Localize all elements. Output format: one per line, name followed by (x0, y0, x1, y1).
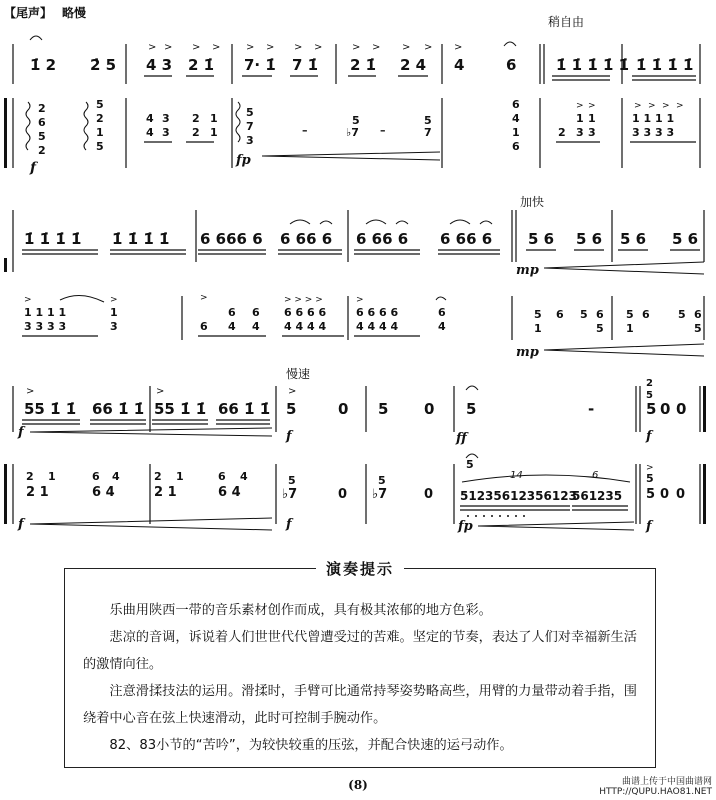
dynamic-mark: fp (236, 153, 251, 168)
note-group: 1̇ 1̇ 1̇ 1̇ (112, 230, 170, 248)
svg-text:>: > (24, 295, 32, 305)
note-group: 6 66 6 (280, 230, 333, 248)
note-group: 0 (676, 400, 687, 418)
svg-text:6: 6 (512, 98, 520, 111)
svg-text:3: 3 (576, 126, 584, 139)
svg-text:1: 1 (210, 126, 218, 139)
svg-text:5: 5 (646, 390, 653, 401)
dynamic-mark: ff (456, 431, 467, 446)
dynamic-mark: f (646, 519, 652, 534)
note-group: - (588, 400, 595, 418)
svg-text:4: 4 (252, 320, 260, 333)
svg-text:1: 1 (48, 470, 56, 483)
svg-text:2: 2 (558, 126, 566, 139)
dynamic-mark: fp (458, 519, 473, 534)
svg-text:>: > (294, 42, 303, 53)
note-group: 6 66 6 (356, 230, 409, 248)
svg-text:3 3 3 3: 3 3 3 3 (632, 126, 675, 139)
dynamic-mark: f (18, 425, 24, 440)
note-group: 2̇ 5 (90, 56, 117, 74)
svg-text:6: 6 (200, 320, 208, 333)
note-group: 66 1̇ 1̇ (218, 400, 271, 418)
note-group: 6 (506, 56, 517, 74)
svg-text:5: 5 (534, 308, 542, 321)
tips-paragraph: 82、83小节的“苦吟”，为较快较重的压弦，并配合快速的运弓动作。 (109, 738, 513, 753)
svg-text:1: 1 (588, 112, 596, 125)
svg-text:2: 2 (26, 470, 34, 483)
svg-text:>: > (352, 42, 361, 53)
svg-text:♭7: ♭7 (346, 126, 359, 139)
svg-text:>: > (266, 42, 275, 53)
note-group: 6 666 6 (200, 230, 263, 248)
tips-title-wrap (65, 558, 655, 579)
svg-text:2: 2 (38, 102, 46, 115)
svg-text:5: 5 (96, 140, 104, 153)
note-group: 5 6 (620, 230, 647, 248)
dynamic-mark: mp (516, 263, 539, 278)
svg-text:>: > (648, 101, 656, 111)
dynamic-mark: f (286, 517, 292, 532)
svg-text:5: 5 (38, 130, 46, 143)
note-group: 1̇ 1̇ 1̇ 1̇ (24, 230, 82, 248)
svg-text:>: > (246, 42, 255, 53)
system-3 (4, 366, 706, 534)
svg-text:6: 6 (596, 308, 604, 321)
svg-text:3: 3 (588, 126, 596, 139)
svg-text:>: > (164, 42, 173, 53)
svg-text:4: 4 (512, 112, 520, 125)
svg-text:5: 5 (424, 114, 432, 127)
note-group: 2 1 (26, 485, 49, 500)
svg-text:3: 3 (246, 134, 254, 147)
svg-text:4: 4 (146, 112, 154, 125)
svg-text:6: 6 (228, 306, 236, 319)
svg-text:6: 6 (252, 306, 260, 319)
svg-text:2: 2 (192, 126, 200, 139)
note-group: 4 3 (146, 56, 173, 74)
note-group: 5 (378, 400, 389, 418)
svg-text:>: > (402, 42, 411, 53)
svg-text:6 6 6 6: 6 6 6 6 (356, 306, 399, 319)
svg-text:5: 5 (96, 98, 104, 111)
page-number: (8) (348, 778, 368, 792)
svg-text:3: 3 (162, 126, 170, 139)
note-group: 6 66 6 (440, 230, 493, 248)
svg-text:5: 5 (646, 472, 654, 485)
svg-text:5: 5 (246, 106, 254, 119)
note-group: 1̇ 2 (30, 56, 57, 74)
svg-text:6: 6 (512, 140, 520, 153)
svg-text:5: 5 (678, 308, 686, 321)
note-group: 7 1̇ (292, 56, 319, 74)
svg-text:4: 4 (228, 320, 236, 333)
note-group: ♭7 (372, 487, 388, 502)
note-group: 5 (646, 400, 657, 418)
svg-text:6 6 6 6: 6 6 6 6 (284, 306, 327, 319)
tips-paragraph: 悲凉的音调，诉说着人们世世代代曾遭受过的苦难。坚定的节奏，表达了人们对幸福新生活的激情向往。 (83, 630, 637, 672)
svg-text:5: 5 (580, 308, 588, 321)
svg-text:6: 6 (556, 308, 564, 321)
svg-text:>: > (314, 42, 323, 53)
note-group: 0 (338, 400, 349, 418)
svg-text:2: 2 (154, 470, 162, 483)
tempo-marking: 略慢 (62, 6, 87, 20)
svg-text:–: – (302, 124, 308, 137)
watermark-line: HTTP://QUPU.HAO81.NET (599, 787, 712, 797)
note-group: 55 1̇ 1̇ (154, 400, 207, 418)
svg-text:>: > (212, 42, 221, 53)
note-group: 0 (660, 487, 670, 502)
svg-text:>: > (288, 386, 297, 397)
note-group: 0 (660, 400, 671, 418)
svg-text:6: 6 (694, 308, 702, 321)
svg-text:5: 5 (466, 458, 474, 471)
svg-text:>: > (372, 42, 381, 53)
svg-text:>: > (200, 293, 208, 303)
svg-text:6: 6 (218, 470, 226, 483)
svg-text:4: 4 (240, 470, 248, 483)
svg-text:4 4 4 4: 4 4 4 4 (284, 320, 327, 333)
svg-text:5: 5 (694, 322, 702, 335)
note-group: 6 4 (92, 485, 115, 500)
svg-text:>: > (156, 386, 165, 397)
note-group: 5 (646, 487, 656, 502)
svg-text:>: > (662, 101, 670, 111)
svg-text:>: > (576, 101, 584, 111)
note-group: 5 (466, 400, 477, 418)
svg-text:5: 5 (596, 322, 604, 335)
svg-text:3: 3 (162, 112, 170, 125)
svg-text:2: 2 (192, 112, 200, 125)
svg-text:>: > (356, 295, 364, 305)
svg-text:>: > (424, 42, 433, 53)
svg-text:3: 3 (110, 320, 118, 333)
svg-text:6: 6 (438, 306, 446, 319)
tempo-slow-marking: 慢速 (286, 367, 311, 381)
svg-text:>: > (148, 42, 157, 53)
svg-text:6: 6 (92, 470, 100, 483)
svg-text:>: > (26, 386, 35, 397)
tips-body (83, 597, 639, 759)
svg-text:5: 5 (352, 114, 360, 127)
note-group: 0 (338, 487, 348, 502)
svg-text:3 3 3 3: 3 3 3 3 (24, 320, 67, 333)
svg-text:>: > (588, 101, 596, 111)
system-2 (4, 194, 704, 360)
note-group: 51235612356123 (460, 489, 577, 503)
svg-text:1: 1 (576, 112, 584, 125)
note-group: 1̇ 1̇ 1̇ 1̇ (636, 56, 694, 74)
svg-text:4: 4 (146, 126, 154, 139)
tips-paragraph: 乐曲用陕西一带的音乐素材创作而成，具有极其浓郁的地方色彩。 (109, 603, 492, 618)
svg-text:2: 2 (38, 144, 46, 157)
svg-text:1: 1 (512, 126, 520, 139)
note-group: ♭7 (282, 487, 298, 502)
tempo-free-marking: 稍自由 (548, 15, 585, 29)
note-group: 1̇ 1̇ 1̇ 1̇ 1̇ (556, 56, 630, 74)
svg-text:>: > (110, 295, 118, 305)
note-group: 0 (676, 487, 686, 502)
svg-text:–: – (380, 124, 386, 137)
tuplet-number: 6 (592, 470, 599, 481)
dynamic-mark: f (30, 160, 37, 176)
svg-text:1: 1 (210, 112, 218, 125)
note-group: 5 6 (528, 230, 555, 248)
svg-text:6: 6 (642, 308, 650, 321)
note-group: 5 (286, 400, 297, 418)
svg-text:1 1 1 1: 1 1 1 1 (632, 112, 675, 125)
dynamic-mark: f (18, 517, 24, 532)
svg-text:5: 5 (288, 474, 296, 487)
watermark-line: 曲谱上传于中国曲谱网 (621, 777, 712, 787)
note-group: 2 1̇ (350, 56, 377, 74)
tuplet-number: 14 (510, 470, 523, 481)
note-group: 561235 (572, 489, 623, 503)
note-group: 5 6 (576, 230, 603, 248)
svg-text:1: 1 (96, 126, 104, 139)
dynamic-mark: f (286, 429, 292, 444)
note-group: 5 6 (672, 230, 699, 248)
system-1 (4, 36, 700, 176)
svg-text:4: 4 (438, 320, 446, 333)
note-group: 4 (454, 56, 465, 74)
svg-text:1: 1 (110, 306, 118, 319)
svg-text:1: 1 (534, 322, 542, 335)
performance-tips-box (64, 560, 656, 768)
note-group: 6 4 (218, 485, 241, 500)
svg-text:>: > (676, 101, 684, 111)
note-group: 0 (424, 400, 435, 418)
svg-text:>: > (634, 101, 642, 111)
note-group: 2 1 (154, 485, 177, 500)
dynamic-mark: f (646, 429, 652, 444)
tempo-faster-marking: 加快 (520, 195, 545, 209)
svg-text:5: 5 (378, 474, 386, 487)
svg-text:5: 5 (626, 308, 634, 321)
svg-text:1: 1 (176, 470, 184, 483)
note-group: 0 (424, 487, 434, 502)
tips-paragraph: 注意滑揉技法的运用。滑揉时，手臂可比通常持琴姿势略高些，用臂的力量带动着手指，围绕着中心音在弦上快速滑动，此时可控制手腕动作。 (83, 684, 637, 726)
site-watermark (599, 777, 712, 797)
note-group: 55 1̇ 1̇ (24, 400, 77, 418)
svg-text:2: 2 (646, 378, 653, 389)
svg-text:2: 2 (96, 112, 104, 125)
note-group: 66 1̇ 1̇ (92, 400, 145, 418)
note-group: 2 4 (400, 56, 427, 74)
tips-title: 演奏提示 (316, 560, 404, 578)
svg-text:7: 7 (424, 126, 432, 139)
svg-text:6: 6 (38, 116, 46, 129)
svg-text:4: 4 (112, 470, 120, 483)
svg-text:>: > (192, 42, 201, 53)
svg-text:7: 7 (246, 120, 254, 133)
svg-text:> > > >: > > > > (284, 295, 323, 305)
svg-text:1: 1 (626, 322, 634, 335)
note-group: 7· 1̇ (244, 56, 276, 74)
note-group: 2 1̇ (188, 56, 215, 74)
svg-text:>: > (646, 463, 654, 473)
svg-text:>: > (454, 42, 463, 53)
svg-text:4 4 4 4: 4 4 4 4 (356, 320, 399, 333)
section-label: 【尾声】 (4, 6, 53, 20)
dynamic-mark: mp (516, 345, 539, 360)
svg-text:1 1 1 1: 1 1 1 1 (24, 306, 67, 319)
